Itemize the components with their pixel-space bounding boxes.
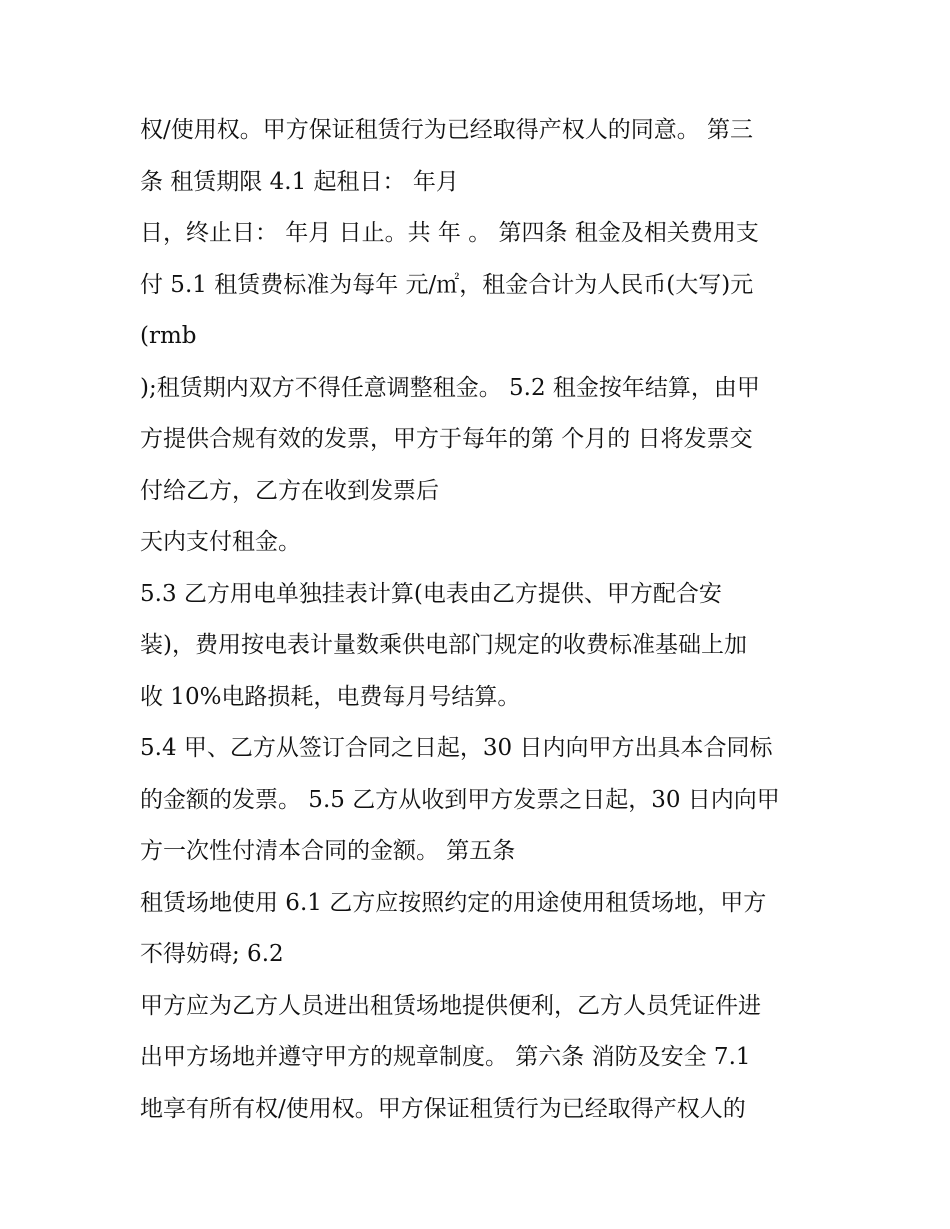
text-line-19: 出甲方场地并遵守甲方的规章制度。 第六条 消防及安全 7.1 xyxy=(140,1044,751,1070)
text-line-18: 甲方应为乙方人员进出租赁场地提供便利，乙方人员凭证件进 xyxy=(140,992,761,1019)
text-line-16: 租赁场地使用 6.1 乙方应按照约定的用途使用租赁场地，甲方 xyxy=(140,889,767,916)
text-line-5: (rmb xyxy=(140,323,197,349)
text-line-3: 日，终止日： 年月 日止。共 年 。 第四条 租金及相关费用支 xyxy=(140,220,759,246)
text-line-20: 地享有所有权/使用权。甲方保证租赁行为已经取得产权人的 xyxy=(140,1095,746,1122)
text-line-6: );租赁期内双方不得任意调整租金。 5.2 租金按年结算，由甲 xyxy=(140,374,760,401)
text-line-17: 不得妨碍; 6.2 xyxy=(140,941,284,967)
text-line-7: 方提供合规有效的发票，甲方于每年的第 个月的 日将发票交 xyxy=(140,426,753,452)
contract-text-body xyxy=(140,110,830,1140)
text-line-14: 的金额的发票。 5.5 乙方从收到甲方发票之日起，30 日内向甲 xyxy=(140,786,780,813)
text-line-8: 付给乙方，乙方在收到发票后 xyxy=(140,477,439,504)
text-line-13: 5.4 甲、乙方从签订合同之日起，30 日内向甲方出具本合同标 xyxy=(140,735,773,761)
text-line-4: 付 5.1 租赁费标准为每年 元/㎡，租金合计为人民币(大写)元 xyxy=(140,271,754,298)
text-line-12: 收 10%电路损耗，电费每月号结算。 xyxy=(140,683,521,710)
text-line-2: 条 租赁期限 4.1 起租日： 年月 xyxy=(140,168,459,195)
text-line-11: 装)，费用按电表计量数乘供电部门规定的收费标准基础上加 xyxy=(140,632,747,658)
text-line-1: 权/使用权。甲方保证租赁行为已经取得产权人的同意。 第三 xyxy=(140,117,754,143)
text-line-15: 方一次性付清本合同的金额。 第五条 xyxy=(140,838,516,864)
text-line-9: 天内支付租金。 xyxy=(140,529,301,555)
text-line-10: 5.3 乙方用电单独挂表计算(电表由乙方提供、甲方配合安 xyxy=(140,580,722,607)
